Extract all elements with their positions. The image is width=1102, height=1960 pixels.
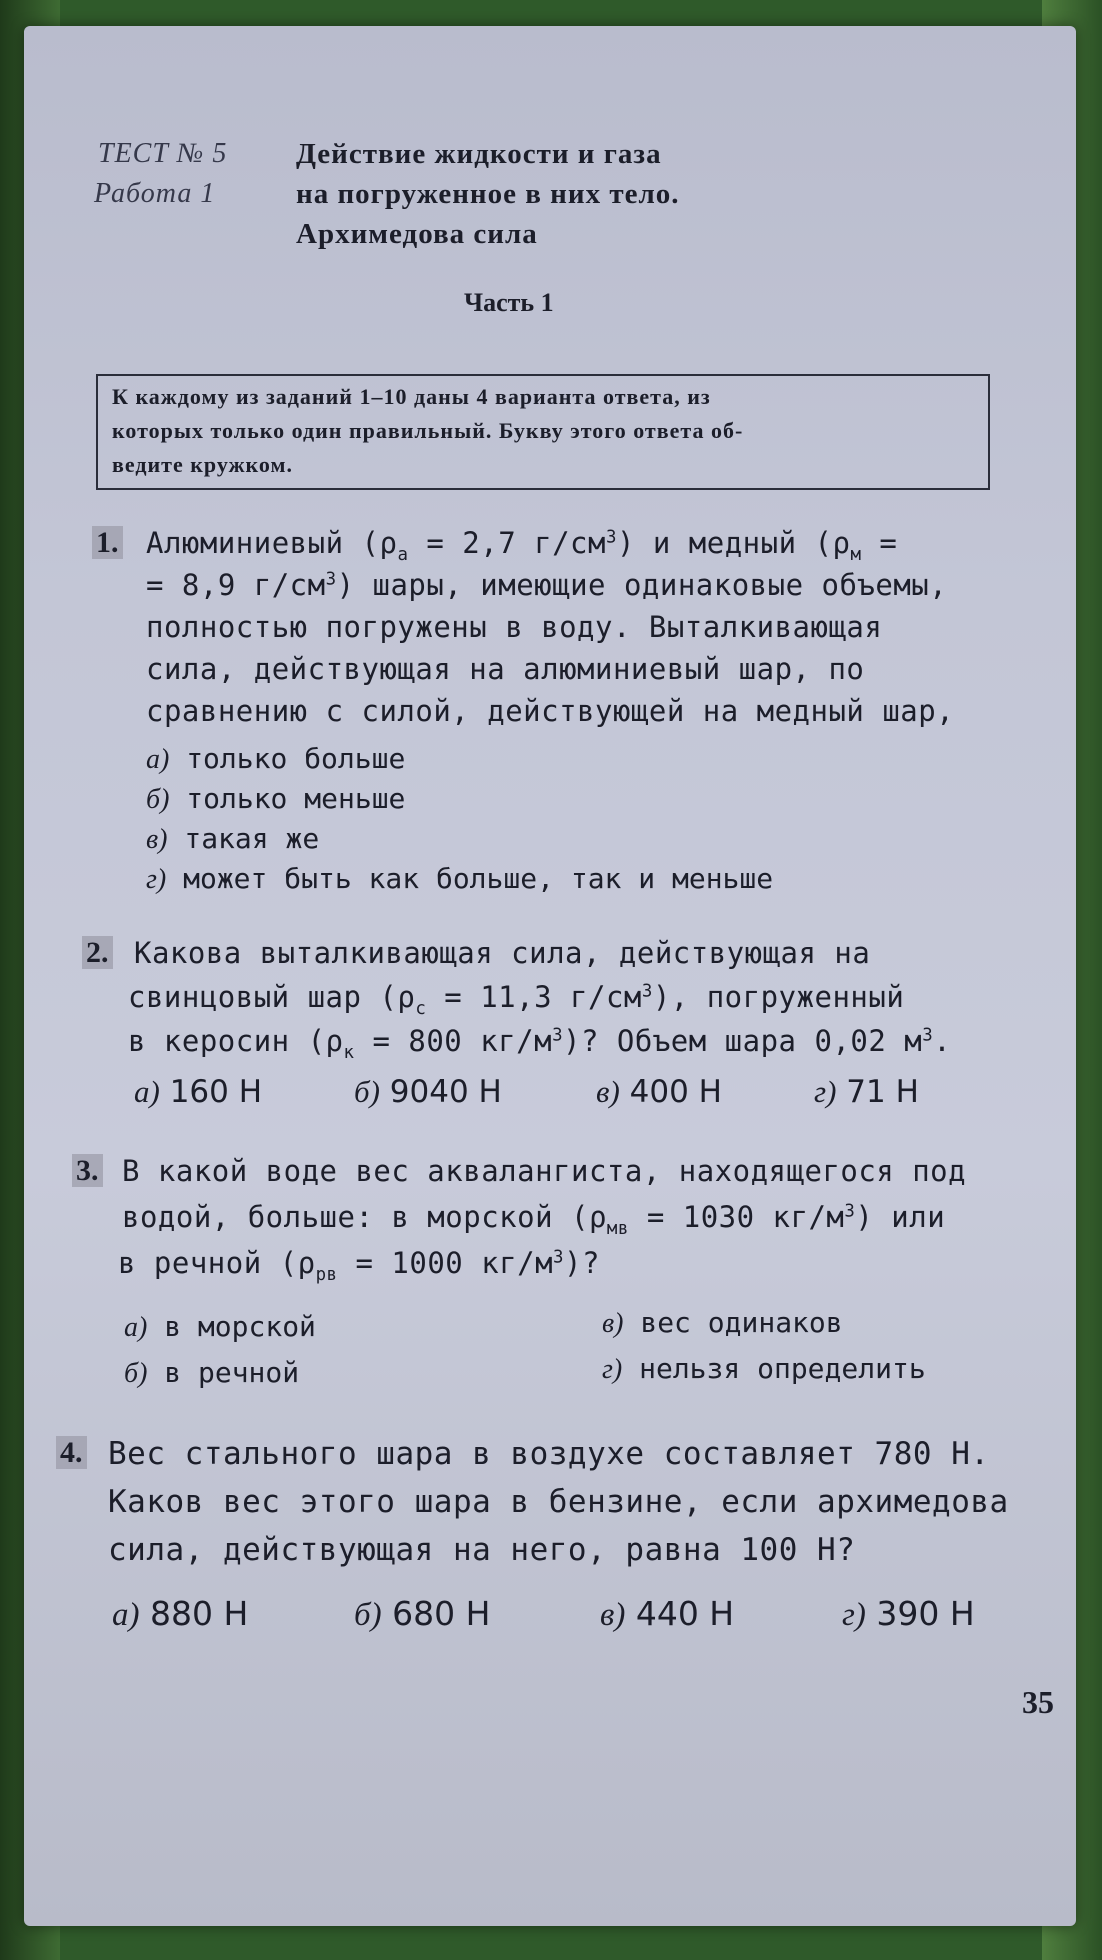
question-4-line-3: сила, действующая на него, равна 100 Н? bbox=[108, 1532, 856, 1568]
question-4-line-2: Каков вес этого шара в бензине, если архимедова bbox=[108, 1484, 1009, 1520]
instructions-line-3: ведите кружком. bbox=[112, 452, 293, 477]
question-2-option-a[interactable]: а) 160 Н bbox=[134, 1074, 263, 1110]
question-3-option-c[interactable]: в) вес одинаков bbox=[602, 1306, 843, 1339]
question-1-line-2: = 8,9 $г/см^3$) шары, имеющие одинаковые объемы, bbox=[146, 568, 948, 602]
question-3-line-1: В какой воде вес аквалангиста, находящегося под bbox=[122, 1154, 967, 1188]
question-2-option-b[interactable]: б) 9040 Н bbox=[354, 1074, 502, 1110]
instructions-line-1: К каждому из заданий 1–10 даны 4 варианта ответа, из bbox=[112, 384, 711, 409]
part-heading: Часть 1 bbox=[464, 288, 554, 317]
textbook-page bbox=[24, 26, 1076, 1926]
question-2-option-c[interactable]: в) 400 Н bbox=[596, 1074, 722, 1110]
instructions-box bbox=[96, 374, 990, 490]
question-1-option-d[interactable]: г) может быть как больше, так и меньше bbox=[146, 862, 774, 895]
question-1-line-5: сравнению с силой, действующей на медный шар, bbox=[146, 694, 955, 728]
title-line-3: Архимедова сила bbox=[296, 218, 538, 250]
question-4-number: 4. bbox=[56, 1436, 87, 1470]
question-3-option-b[interactable]: б) в речной bbox=[124, 1356, 300, 1389]
question-2-line-2: свинцовый шар ($\rho_с = 11,3$ $г/см^3$), погруженный bbox=[128, 980, 905, 1019]
question-4-option-a[interactable]: а) 880 Н bbox=[112, 1594, 249, 1633]
question-4-option-c[interactable]: в) 440 Н bbox=[600, 1594, 735, 1633]
question-1-option-c[interactable]: в) такая же bbox=[146, 822, 320, 855]
question-2-line-3: в керосин ($\rho_к = 800$ $кг/м^3$)? Объем шара 0,02 $м^3$. bbox=[128, 1024, 952, 1063]
question-4-option-d[interactable]: г) 390 Н bbox=[842, 1594, 975, 1633]
question-4-option-b[interactable]: б) 680 Н bbox=[354, 1594, 491, 1633]
question-2-line-1: Какова выталкивающая сила, действующая на bbox=[134, 936, 871, 970]
title-line-2: на погруженное в них тело. bbox=[296, 178, 680, 210]
question-3-number: 3. bbox=[72, 1154, 103, 1188]
question-2-number: 2. bbox=[82, 936, 113, 970]
question-3-line-2: водой, больше: в морской ($\rho_{мв} = 1030$ $кг/м^3$) или bbox=[122, 1200, 946, 1239]
question-1-option-a[interactable]: а) только больше bbox=[146, 742, 406, 775]
question-2-option-d[interactable]: г) 71 Н bbox=[814, 1074, 919, 1110]
question-1-option-b[interactable]: б) только меньше bbox=[146, 782, 406, 815]
question-4-line-1: Вес стального шара в воздухе составляет 780 Н. bbox=[108, 1436, 990, 1472]
title-line-1: Действие жидкости и газа bbox=[296, 138, 662, 170]
question-3-option-a[interactable]: а) в морской bbox=[124, 1310, 316, 1343]
question-1-line-1: Алюминиевый ($\rho_а = 2,7$ $г/см^3$) и медный ($\rho_м$ = bbox=[146, 526, 898, 565]
instructions-line-2: которых только один правильный. Букву этого ответа об- bbox=[112, 418, 744, 443]
question-3-line-3: в речной ($\rho_{рв} = 1000$ $кг/м^3$)? bbox=[118, 1246, 600, 1285]
question-3-option-d[interactable]: г) нельзя определить bbox=[602, 1352, 926, 1385]
test-label: ТЕСТ № 5 bbox=[98, 138, 228, 169]
question-1-line-3: полностью погружены в воду. Выталкивающая bbox=[146, 610, 883, 644]
question-1-number: 1. bbox=[92, 526, 123, 560]
work-label: Работа 1 bbox=[94, 178, 216, 209]
question-1-line-4: сила, действующая на алюминиевый шар, по bbox=[146, 652, 865, 686]
page-number: 35 bbox=[1022, 1684, 1054, 1720]
